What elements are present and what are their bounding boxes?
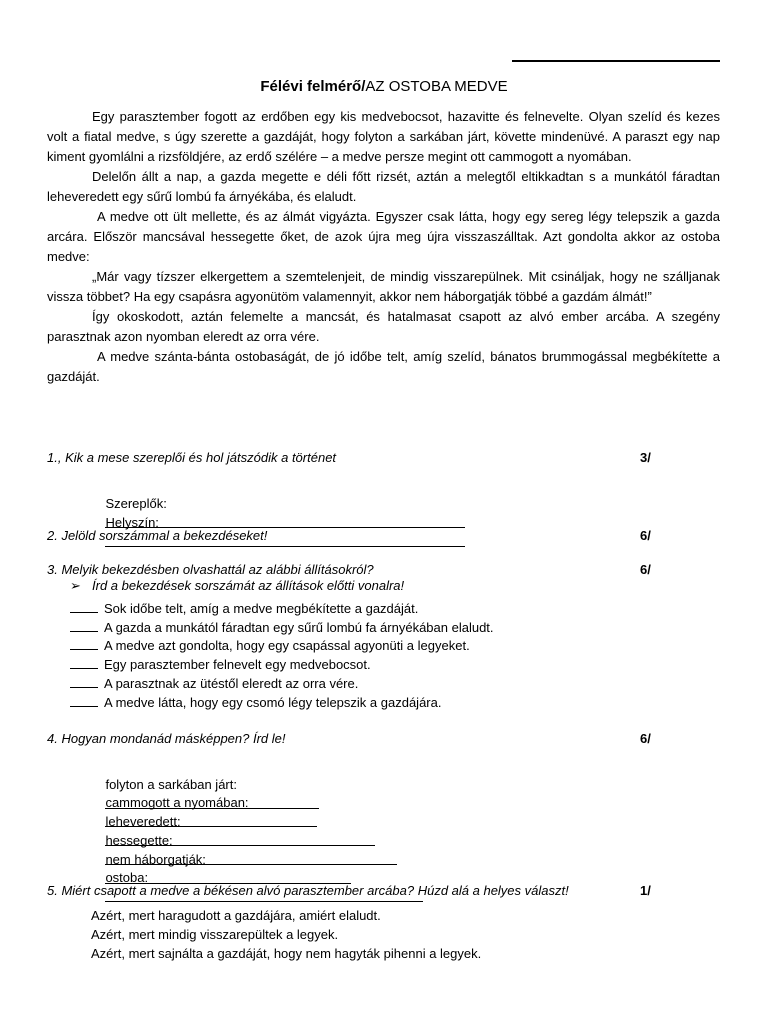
- story-paragraph-5: Így okoskodott, aztán felemelte a mancsát, és hatalmasat csapott az alvó ember arcába. A szegény parasztnak azon nyomban eleredt az orra vére.: [47, 309, 720, 344]
- story-paragraph-4: „Már vagy tízszer elkergettem a szemtelenjeit, de mindig visszarepülnek. Mit csináljak, hogy ne szálljanak vissza többet? Ha egy csapásra agyonütöm valamennyit, akkor nem háborgatják többé a gazdám álmát!”: [47, 269, 720, 304]
- rephrase-label: ostoba:: [105, 870, 149, 885]
- question-2: [47, 526, 720, 546]
- question-3-points: 6/: [640, 562, 651, 577]
- title-bold: Félévi felmérő/: [260, 78, 366, 95]
- paragraph-number-blank[interactable]: [70, 694, 98, 707]
- location-label: Helyszín:: [105, 515, 159, 530]
- statement-item: [70, 655, 371, 675]
- statement-text: Sok időbe telt, amíg a medve megbékítette a gazdáját.: [104, 601, 419, 616]
- statement-text: A medve azt gondolta, hogy egy csapással agyonüti a legyeket.: [104, 638, 470, 653]
- question-4: [47, 729, 720, 749]
- question-5: [47, 881, 720, 901]
- statement-text: A medve látta, hogy egy csomó légy telepszik a gazdájára.: [104, 695, 442, 710]
- statement-item: [70, 674, 358, 694]
- rephrase-label: cammogott a nyomában:: [105, 795, 249, 810]
- question-2-text: 2. Jelöld sorszámmal a bekezdéseket!: [47, 528, 268, 543]
- title-story-name: AZ OSTOBA MEDVE: [365, 78, 508, 95]
- paragraph-number-blank[interactable]: [70, 619, 98, 632]
- story-paragraph-3: A medve ott ült mellette, és az álmát vigyázta. Egyszer csak látta, hogy egy sereg légy telepszik a gazda arcára. Először mancsával hessegette őket, de azok újra meg újra visszaszálltak. Azt gondolta akkor az ostoba medve:: [47, 209, 720, 264]
- story-paragraph-2: Delelőn állt a nap, a gazda megette e déli főtt rizsét, aztán a melegtől eltikkadtan s a munkától fáradtan leheveredett egy sűrű lombú fa árnyékába, és elaludt.: [47, 169, 720, 204]
- question-1: [47, 448, 720, 468]
- answer-option[interactable]: Azért, mert mindig visszarepültek a legyek.: [91, 927, 339, 942]
- statement-item: [70, 693, 441, 713]
- arrow-bullet-icon: ➢: [70, 578, 81, 593]
- statement-text: A gazda a munkától fáradtan egy sűrű lombú fa árnyékában elaludt.: [104, 620, 494, 635]
- question-1-text: 1., Kik a mese szereplői és hol játszódik a történet: [47, 450, 337, 465]
- answer-option[interactable]: Azért, mert haragudott a gazdájára, amiért elaludt.: [91, 908, 381, 923]
- question-5-text: 5. Miért csapott a medve a békésen alvó parasztember arcába? Húzd alá a helyes választ!: [47, 883, 569, 898]
- statement-text: A parasztnak az ütéstől eleredt az orra vére.: [104, 676, 359, 691]
- rephrase-label: leheveredett:: [105, 814, 181, 829]
- rephrase-label: hessegette:: [105, 833, 173, 848]
- question-4-points: 6/: [640, 731, 651, 746]
- question-1-points: 3/: [640, 450, 651, 465]
- rephrase-label: folyton a sarkában járt:: [105, 777, 237, 792]
- name-blank-line: [512, 60, 720, 62]
- statement-item: [70, 599, 418, 619]
- question-2-points: 6/: [640, 528, 651, 543]
- question-4-text: 4. Hogyan mondanád másképpen? Írd le!: [47, 731, 286, 746]
- paragraph-number-blank[interactable]: [70, 600, 98, 613]
- question-3-instruction: [70, 576, 404, 596]
- statement-item: [70, 636, 470, 656]
- story-paragraph-6: A medve szánta-bánta ostobaságát, de jó időbe telt, amíg szelíd, bánatos brummogással megbékítette a gazdáját.: [47, 349, 720, 384]
- paragraph-number-blank[interactable]: [70, 675, 98, 688]
- statement-text: Egy parasztember felnevelt egy medvebocsot.: [104, 657, 371, 672]
- instruction-text: Írd a bekezdések sorszámát az állítások előtti vonalra!: [92, 578, 405, 593]
- question-3-text: 3. Melyik bekezdésben olvashattál az alábbi állításokról?: [47, 562, 374, 577]
- page-title: [0, 76, 768, 98]
- statement-item: [70, 618, 494, 638]
- story-paragraph-1: Egy parasztember fogott az erdőben egy kis medvebocsot, hazavitte és felnevelte. Olyan szelíd és kezes volt a fiatal medve, s úgy szerette a gazdáját, hogy folyton a sarkában járt, követte mindenüvé. A paraszt egy nap kiment gyomlálni a rizsföldjére, az erdő szélére – a medve persze megint ott cammogott a nyomában.: [47, 109, 720, 164]
- rephrase-label: nem háborgatják:: [105, 852, 206, 867]
- paragraph-number-blank[interactable]: [70, 637, 98, 650]
- question-5-points: 1/: [640, 883, 651, 898]
- paragraph-number-blank[interactable]: [70, 656, 98, 669]
- characters-label: Szereplők:: [105, 496, 167, 511]
- answer-option[interactable]: Azért, mert sajnálta a gazdáját, hogy nem hagyták pihenni a legyek.: [91, 946, 482, 961]
- story-text: [47, 107, 720, 387]
